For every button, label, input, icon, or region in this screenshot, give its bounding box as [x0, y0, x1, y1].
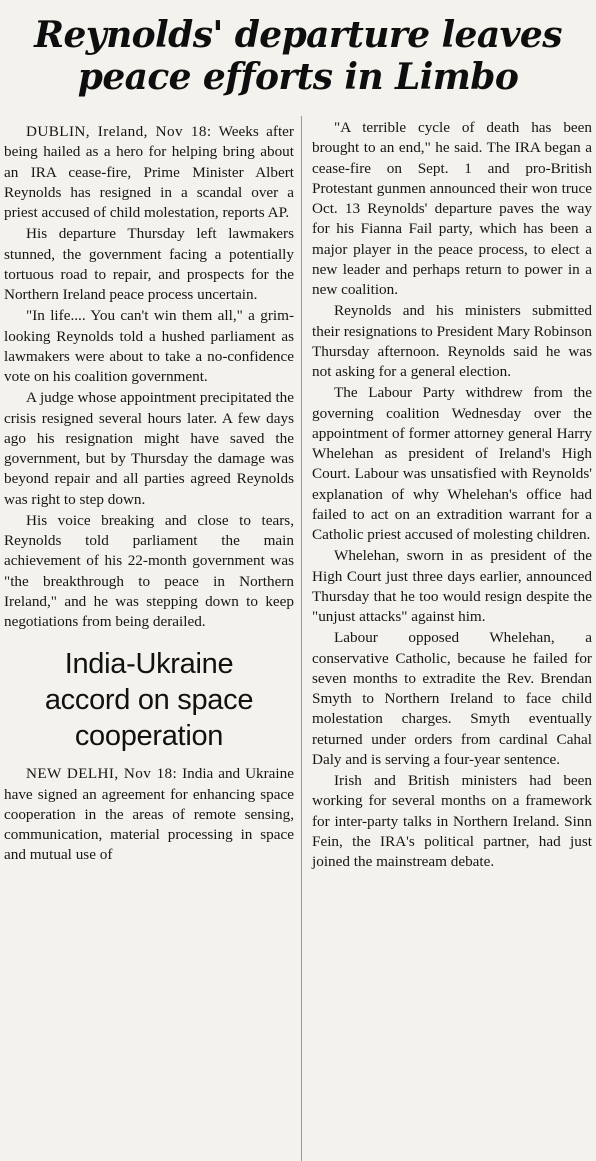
dateline: NEW DELHI, Nov 18:: [26, 765, 178, 783]
right-column: [312, 118, 592, 873]
article-paragraph: His voice breaking and close to tears, Reynolds told parliament the main achievement of his 22-month government was "the breakthrough to peace in Northern Ireland," and he was stepping down to keep negotiations from being derailed.: [4, 511, 294, 630]
article-paragraph: "A terrible cycle of death has been brought to an end," he said. The IRA began a cease-fire on Sept. 1 and pro-British Protestant gunmen announced their won truce Oct. 13 Reynolds' departure paves the way for his Fianna Fail party, which has been a major player in the peace process, to elect a new leader and perhaps return to power in a new coalition.: [312, 119, 592, 298]
second-story-headline: [4, 646, 294, 754]
headline: [8, 14, 588, 98]
second-headline-line-3: cooperation: [74, 720, 224, 753]
dateline: DUBLIN, Ireland, Nov 18:: [26, 123, 212, 140]
column-divider: [301, 116, 302, 1161]
left-column: [4, 122, 294, 867]
article-paragraph: His departure Thursday left lawmakers stunned, the government facing a potentially tortuous road to repair, and prospects for the Northern Ireland peace process uncertain.: [4, 225, 294, 303]
article-paragraph: NEW DELHI, Nov 18: India and Ukraine have signed an agreement for enhancing space cooperation in the areas of remote sensing, communication, material processing in space and mutual use of: [4, 765, 294, 864]
article-paragraph: Reynolds and his ministers submitted their resignations to President Mary Robinson Thursday afternoon. Reynolds said he was not asking for a general election.: [312, 302, 592, 380]
article-paragraph: Irish and British ministers had been working for several months on a framework for inter-party talks in Northern Ireland. Sinn Fein, the IRA's political partner, had just joined the mainstream debate.: [312, 772, 592, 870]
article-paragraph: Whelehan, sworn in as president of the High Court just three days earlier, announced Thursday that he too would resign despite the "unjust attacks" against him.: [312, 547, 592, 625]
article-paragraph: The Labour Party withdrew from the governing coalition Wednesday over the appointment of former attorney general Harry Whelehan as president of Ireland's High Court. Labour was unsatisfied with Reynolds' explanation of why Whelehan's office had failed to act on an extradition warrant for a Catholic priest accused of molesting children.: [312, 384, 592, 543]
second-headline-line-2: accord on space: [44, 684, 254, 717]
article-paragraph: "In life.... You can't win them all," a grim-looking Reynolds told a hushed parliament as lawmakers were about to take a no-confidence vote on his coalition government.: [4, 307, 294, 385]
second-headline-line-1: India-Ukraine: [64, 648, 234, 681]
article-paragraph: A judge whose appointment precipitated the crisis resigned several hours later. A few days ago his resignation might have saved the government, but by Thursday the damage was beyond repair and all parties agreed Reynolds was right to step down.: [4, 389, 294, 508]
article-paragraph: DUBLIN, Ireland, Nov 18: Weeks after being hailed as a hero for helping bring about an IRA cease-fire, Prime Minister Albert Reynolds has resigned in a scandal over a priest accused of child molestation, reports AP.: [4, 123, 294, 221]
article-paragraph: Labour opposed Whelehan, a conservative Catholic, because he failed for seven months to extradite the Rev. Brendan Smyth to Northern Ireland to face child molestation charges. Smyth eventually returned under orders from cardinal Cahal Daly and is serving a four-year sentence.: [312, 629, 592, 768]
headline-line-1: Reynolds' departure leaves: [34, 14, 562, 56]
headline-line-2: peace efforts in Limbo: [77, 56, 519, 98]
